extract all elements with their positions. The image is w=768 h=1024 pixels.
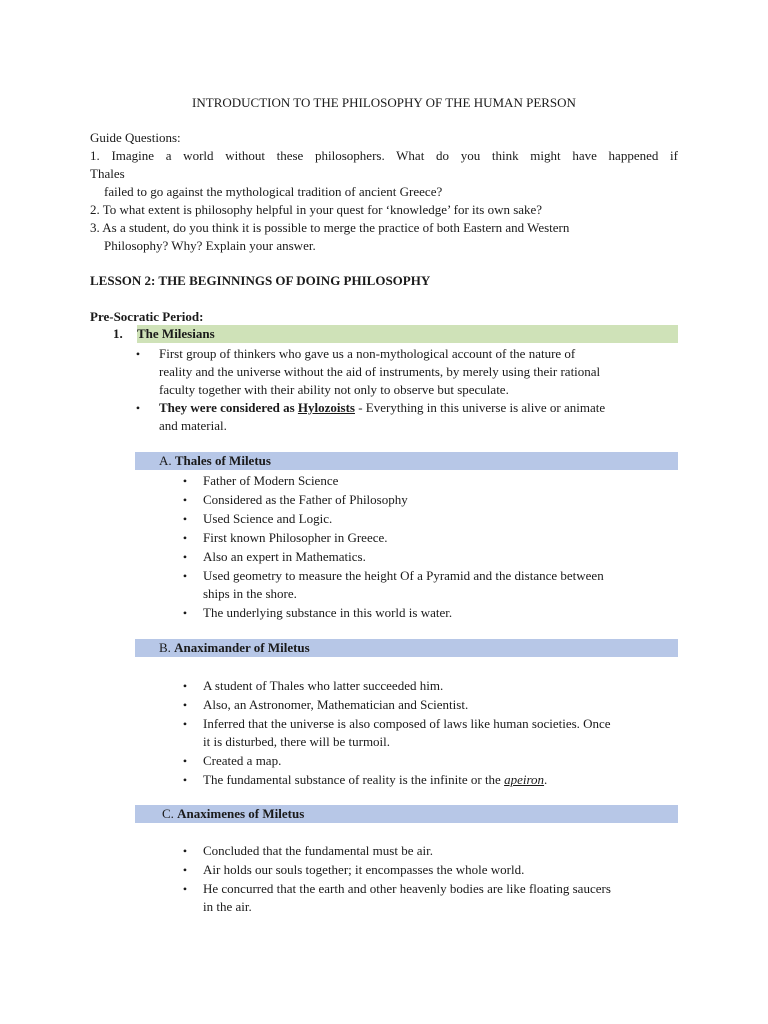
anaximander-item: Created a map. <box>203 753 282 768</box>
guide-q3-line1: 3. As a student, do you think it is possible to merge the practice of both Eastern and Western <box>90 220 570 235</box>
milesians-bullet1-line3: faculty together with their ability not only to observe but speculate. <box>159 382 509 397</box>
hylozoists-term: Hylozoists <box>297 400 355 415</box>
thales-heading <box>159 452 271 470</box>
milesians-bullet2-line1 <box>159 399 605 417</box>
apeiron-prefix: The fundamental substance of reality is the infinite or the <box>203 772 505 787</box>
bullet-icon: • <box>182 679 188 693</box>
bullet-icon: • <box>182 773 188 787</box>
lesson-title: LESSON 2: THE BEGINNINGS OF DOING PHILOSOPHY <box>90 273 431 288</box>
anaximenes-name: Anaximenes of Miletus <box>177 806 305 821</box>
guide-q2: 2. To what extent is philosophy helpful in your quest for ‘knowledge’ for its own sake? <box>90 202 543 217</box>
anaximenes-letter: C. <box>162 806 174 821</box>
bullet-icon: • <box>135 347 141 361</box>
guide-heading: Guide Questions: <box>90 130 181 145</box>
bullet-icon: • <box>182 844 188 858</box>
thales-item: The underlying substance in this world is water. <box>203 605 453 620</box>
anaximenes-heading <box>162 805 304 823</box>
apeiron-suffix: . <box>544 772 548 787</box>
anaximander-name: Anaximander of Miletus <box>174 640 310 655</box>
section-title-milesians: The Milesians <box>137 326 215 341</box>
milesians-bullet2-line2: and material. <box>159 418 227 433</box>
hylozoists-lead: They were considered as <box>159 400 298 415</box>
guide-q1-line1: 1. Imagine a world without these philosophers. What do you think might have happened if <box>90 148 678 163</box>
bullet-icon: • <box>182 863 188 877</box>
bullet-icon: • <box>182 493 188 507</box>
bullet-icon: • <box>182 606 188 620</box>
thales-item: First known Philosopher in Greece. <box>203 530 388 545</box>
guide-q1-line3: failed to go against the mythological tradition of ancient Greece? <box>104 184 443 199</box>
apeiron-term: apeiron <box>504 772 545 787</box>
anaximenes-item-continued: in the air. <box>203 899 252 914</box>
thales-item: Used geometry to measure the height Of a Pyramid and the distance between <box>203 568 604 583</box>
bullet-icon: • <box>182 569 188 583</box>
anaximander-item-continued: it is disturbed, there will be turmoil. <box>203 734 391 749</box>
hylozoists-definition: - Everything in this universe is alive or animate <box>354 400 606 415</box>
milesians-bullet1-line2: reality and the universe without the aid of instruments, by merely using their rational <box>159 364 601 379</box>
anaximander-item-apeiron <box>203 771 547 789</box>
anaximander-letter: B. <box>159 640 171 655</box>
thales-item: Considered as the Father of Philosophy <box>203 492 408 507</box>
bullet-icon: • <box>182 550 188 564</box>
thales-item: Used Science and Logic. <box>203 511 333 526</box>
thales-name: Thales of Miletus <box>174 453 271 468</box>
thales-item: Also an expert in Mathematics. <box>203 549 366 564</box>
bullet-icon: • <box>182 882 188 896</box>
anaximander-item: A student of Thales who latter succeeded him. <box>203 678 444 693</box>
thales-item: Father of Modern Science <box>203 473 339 488</box>
thales-letter: A. <box>159 453 172 468</box>
bullet-icon: • <box>182 474 188 488</box>
milesians-bullet1-line1: First group of thinkers who gave us a non-mythological account of the nature of <box>159 346 576 361</box>
guide-q3-line2: Philosophy? Why? Explain your answer. <box>104 238 316 253</box>
bullet-icon: • <box>135 401 141 415</box>
bullet-icon: • <box>182 717 188 731</box>
anaximenes-item: Concluded that the fundamental must be air. <box>203 843 433 858</box>
anaximenes-item: He concurred that the earth and other heavenly bodies are like floating saucers <box>203 881 611 896</box>
anaximander-heading <box>159 639 310 657</box>
anaximander-item: Inferred that the universe is also composed of laws like human societies. Once <box>203 716 611 731</box>
document-title: INTRODUCTION TO THE PHILOSOPHY OF THE HUMAN PERSON <box>192 95 576 110</box>
bullet-icon: • <box>182 531 188 545</box>
bullet-icon: • <box>182 512 188 526</box>
thales-item-continued: ships in the shore. <box>203 586 297 601</box>
anaximander-item: Also, an Astronomer, Mathematician and Scientist. <box>203 697 469 712</box>
guide-q1-line2: Thales <box>90 166 125 181</box>
section-number: 1. <box>113 326 123 341</box>
bullet-icon: • <box>182 698 188 712</box>
anaximenes-item: Air holds our souls together; it encompasses the whole world. <box>203 862 525 877</box>
milesians-highlight <box>137 325 678 343</box>
bullet-icon: • <box>182 754 188 768</box>
period-title: Pre-Socratic Period: <box>90 309 204 324</box>
